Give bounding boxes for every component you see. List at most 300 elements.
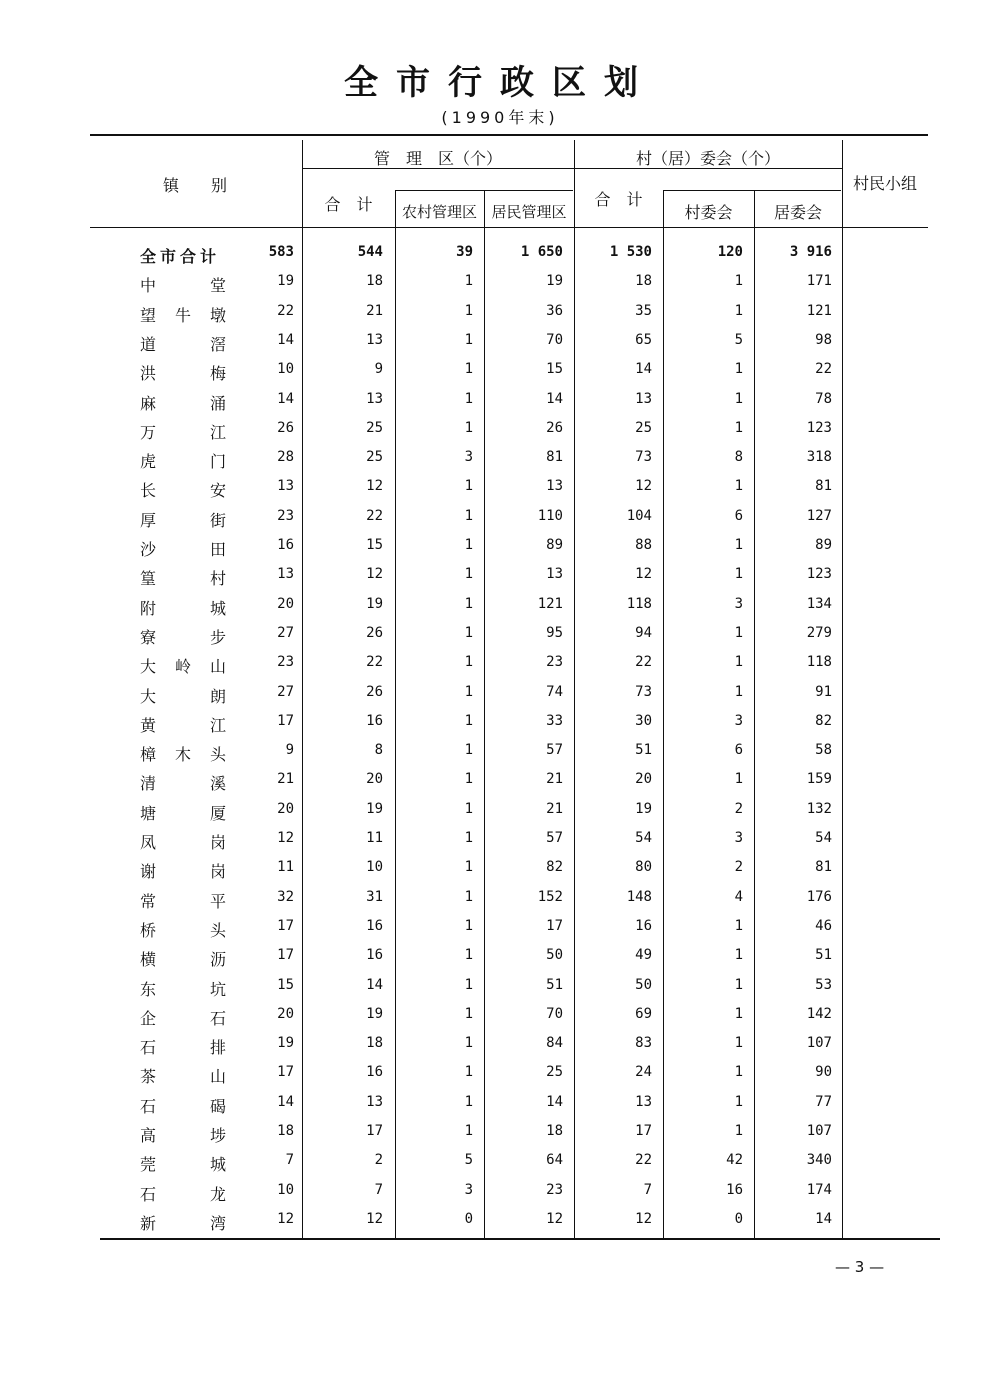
table-row bbox=[90, 771, 930, 800]
cell-resident: 1 bbox=[464, 273, 473, 290]
cell-resident: 5 bbox=[464, 1152, 473, 1169]
cell-mgmt-total: 14 bbox=[277, 331, 294, 348]
cell-rural: 7 bbox=[374, 1181, 383, 1198]
cell-village: 118 bbox=[626, 595, 652, 612]
cell-rural: 18 bbox=[366, 273, 383, 290]
cell-rural: 10 bbox=[366, 859, 383, 876]
table-row bbox=[90, 303, 930, 332]
cell-rural: 20 bbox=[366, 771, 383, 788]
cell-groups: 123 bbox=[806, 566, 832, 583]
cell-village: 30 bbox=[635, 712, 652, 729]
cell-mgmt-total: 27 bbox=[277, 624, 294, 641]
cell-mgmt-total: 19 bbox=[277, 1035, 294, 1052]
cell-groups: 171 bbox=[806, 273, 832, 290]
cell-mgmt-total: 12 bbox=[277, 830, 294, 846]
cell-mgmt-total: 583 bbox=[268, 244, 294, 260]
cell-comm-total: 1 650 bbox=[520, 244, 563, 260]
cell-village: 22 bbox=[635, 654, 652, 671]
cell-res-comm: 1 bbox=[734, 478, 743, 495]
cell-groups: 107 bbox=[806, 1123, 832, 1139]
table-row bbox=[90, 1035, 930, 1064]
town-name: 中 堂 bbox=[140, 276, 226, 296]
cell-groups: 107 bbox=[806, 1035, 832, 1052]
cell-res-comm: 0 bbox=[734, 1210, 743, 1227]
cell-rural: 18 bbox=[366, 1035, 383, 1052]
cell-comm-total: 57 bbox=[546, 742, 563, 759]
cell-mgmt-total: 17 bbox=[277, 917, 294, 934]
cell-groups: 134 bbox=[806, 595, 832, 612]
town-name: 大 岭 山 bbox=[140, 657, 226, 677]
cell-comm-total: 18 bbox=[546, 1123, 563, 1139]
cell-mgmt-total: 12 bbox=[277, 1210, 294, 1227]
cell-resident: 39 bbox=[456, 244, 473, 260]
cell-village: 104 bbox=[626, 507, 652, 524]
table-row bbox=[90, 332, 930, 361]
cell-village: 19 bbox=[635, 800, 652, 817]
cell-resident: 1 bbox=[464, 654, 473, 671]
cell-resident: 1 bbox=[464, 1035, 473, 1052]
cell-village: 24 bbox=[635, 1064, 652, 1081]
cell-mgmt-total: 16 bbox=[277, 537, 294, 553]
cell-rural: 31 bbox=[366, 888, 383, 905]
cell-rural: 2 bbox=[374, 1152, 383, 1169]
cell-rural: 19 bbox=[366, 1005, 383, 1022]
cell-res-comm: 1 bbox=[734, 302, 743, 319]
cell-mgmt-total: 10 bbox=[277, 361, 294, 378]
header-committee-group: 村（居）委会（个） bbox=[635, 149, 780, 168]
cell-resident: 1 bbox=[464, 624, 473, 641]
cell-resident: 1 bbox=[464, 390, 473, 407]
cell-groups: 81 bbox=[815, 478, 832, 495]
cell-groups: 3 916 bbox=[789, 244, 832, 260]
cell-rural: 9 bbox=[374, 361, 383, 378]
cell-resident: 1 bbox=[464, 976, 473, 993]
cell-comm-total: 21 bbox=[546, 771, 563, 788]
cell-resident: 1 bbox=[464, 537, 473, 553]
cell-village: 7 bbox=[643, 1181, 652, 1198]
cell-comm-total: 21 bbox=[546, 800, 563, 817]
cell-rural: 8 bbox=[374, 742, 383, 759]
cell-res-comm: 2 bbox=[734, 859, 743, 876]
cell-rural: 21 bbox=[366, 302, 383, 319]
town-name: 桥 头 bbox=[140, 920, 226, 940]
cell-resident: 1 bbox=[464, 1005, 473, 1022]
cell-mgmt-total: 14 bbox=[277, 390, 294, 407]
table-row bbox=[90, 801, 930, 830]
cell-groups: 176 bbox=[806, 888, 832, 905]
cell-rural: 12 bbox=[366, 1210, 383, 1227]
cell-village: 94 bbox=[635, 624, 652, 641]
cell-village: 69 bbox=[635, 1005, 652, 1022]
cell-groups: 98 bbox=[815, 331, 832, 348]
cell-comm-total: 15 bbox=[546, 361, 563, 378]
cell-rural: 12 bbox=[366, 566, 383, 583]
town-name: 黄 江 bbox=[140, 715, 226, 735]
cell-comm-total: 13 bbox=[546, 566, 563, 583]
page-subtitle: (1990年末) bbox=[441, 108, 559, 127]
cell-rural: 16 bbox=[366, 917, 383, 934]
cell-res-comm: 42 bbox=[726, 1152, 743, 1169]
cell-res-comm: 3 bbox=[734, 595, 743, 612]
table-row bbox=[90, 537, 930, 566]
cell-mgmt-total: 27 bbox=[277, 683, 294, 700]
cell-mgmt-total: 32 bbox=[277, 888, 294, 905]
cell-village: 13 bbox=[635, 390, 652, 407]
cell-comm-total: 33 bbox=[546, 712, 563, 729]
cell-village: 50 bbox=[635, 976, 652, 993]
cell-village: 65 bbox=[635, 331, 652, 348]
cell-rural: 25 bbox=[366, 419, 383, 436]
cell-resident: 1 bbox=[464, 771, 473, 788]
cell-res-comm: 1 bbox=[734, 1035, 743, 1052]
table-row bbox=[90, 566, 930, 595]
cell-village: 14 bbox=[635, 361, 652, 378]
cell-res-comm: 4 bbox=[734, 888, 743, 905]
table-row bbox=[90, 918, 930, 947]
cell-groups: 58 bbox=[815, 742, 832, 759]
cell-resident: 1 bbox=[464, 947, 473, 964]
header-sub-rule-right bbox=[663, 190, 841, 191]
table-row-total bbox=[90, 244, 930, 273]
cell-comm-total: 12 bbox=[546, 1210, 563, 1227]
table-row bbox=[90, 947, 930, 976]
town-name: 全市合计 bbox=[140, 247, 221, 266]
town-name: 寮 步 bbox=[140, 627, 226, 647]
cell-comm-total: 36 bbox=[546, 302, 563, 319]
cell-res-comm: 1 bbox=[734, 1064, 743, 1081]
cell-comm-total: 14 bbox=[546, 390, 563, 407]
cell-village: 49 bbox=[635, 947, 652, 964]
cell-resident: 1 bbox=[464, 712, 473, 729]
cell-resident: 1 bbox=[464, 419, 473, 436]
cell-comm-total: 74 bbox=[546, 683, 563, 700]
cell-rural: 13 bbox=[366, 1093, 383, 1110]
table-row bbox=[90, 1182, 930, 1211]
cell-mgmt-total: 10 bbox=[277, 1181, 294, 1198]
cell-res-comm: 3 bbox=[734, 830, 743, 846]
cell-res-comm: 1 bbox=[734, 947, 743, 964]
cell-res-comm: 6 bbox=[734, 507, 743, 524]
cell-res-comm: 1 bbox=[734, 537, 743, 553]
table-row bbox=[90, 361, 930, 390]
cell-mgmt-total: 20 bbox=[277, 595, 294, 612]
cell-mgmt-total: 21 bbox=[277, 771, 294, 788]
cell-groups: 121 bbox=[806, 302, 832, 319]
table-row bbox=[90, 1006, 930, 1035]
town-name: 沙 田 bbox=[140, 540, 226, 559]
page-number: — 3 — bbox=[835, 1258, 885, 1276]
table-row bbox=[90, 713, 930, 742]
table-row bbox=[90, 1094, 930, 1123]
cell-mgmt-total: 20 bbox=[277, 800, 294, 817]
table-row bbox=[90, 273, 930, 302]
cell-res-comm: 5 bbox=[734, 331, 743, 348]
cell-mgmt-total: 17 bbox=[277, 712, 294, 729]
cell-comm-total: 17 bbox=[546, 917, 563, 934]
table-row bbox=[90, 596, 930, 625]
town-name: 万 江 bbox=[140, 422, 226, 442]
cell-village: 1 530 bbox=[609, 244, 652, 260]
cell-mgmt-total: 23 bbox=[277, 654, 294, 671]
table-row bbox=[90, 478, 930, 507]
cell-groups: 174 bbox=[806, 1181, 832, 1198]
header-mgmt-total: 合 计 bbox=[324, 195, 373, 214]
cell-resident: 1 bbox=[464, 859, 473, 876]
table-row bbox=[90, 684, 930, 713]
cell-mgmt-total: 19 bbox=[277, 273, 294, 290]
cell-rural: 544 bbox=[357, 244, 383, 260]
town-name: 塘 厦 bbox=[140, 803, 226, 823]
cell-rural: 22 bbox=[366, 507, 383, 524]
table-row bbox=[90, 1064, 930, 1093]
cell-rural: 19 bbox=[366, 595, 383, 612]
town-name: 新 湾 bbox=[140, 1213, 226, 1233]
cell-rural: 16 bbox=[366, 947, 383, 964]
cell-groups: 22 bbox=[815, 361, 832, 378]
town-name: 樟 木 头 bbox=[140, 745, 226, 765]
cell-comm-total: 89 bbox=[546, 537, 563, 553]
town-name: 茶 山 bbox=[140, 1067, 226, 1087]
cell-resident: 1 bbox=[464, 888, 473, 905]
cell-village: 80 bbox=[635, 859, 652, 876]
town-name: 石 排 bbox=[140, 1038, 226, 1058]
cell-res-comm: 1 bbox=[734, 361, 743, 378]
header-committee-total: 合 计 bbox=[594, 190, 643, 209]
cell-res-comm: 16 bbox=[726, 1181, 743, 1198]
cell-rural: 16 bbox=[366, 1064, 383, 1081]
table-row bbox=[90, 830, 930, 859]
cell-village: 73 bbox=[635, 449, 652, 466]
cell-comm-total: 110 bbox=[537, 507, 563, 524]
cell-mgmt-total: 14 bbox=[277, 1093, 294, 1110]
town-name: 莞 城 bbox=[140, 1155, 226, 1175]
town-name: 横 沥 bbox=[140, 950, 226, 970]
cell-resident: 1 bbox=[464, 478, 473, 495]
town-name: 虎 门 bbox=[140, 452, 226, 472]
cell-resident: 1 bbox=[464, 830, 473, 846]
table-row bbox=[90, 508, 930, 537]
town-name: 望 牛 墩 bbox=[140, 305, 226, 325]
cell-groups: 279 bbox=[806, 624, 832, 641]
town-name: 麻 涌 bbox=[140, 393, 226, 413]
cell-comm-total: 51 bbox=[546, 976, 563, 993]
table-row bbox=[90, 1123, 930, 1152]
cell-mgmt-total: 17 bbox=[277, 1064, 294, 1081]
cell-village: 73 bbox=[635, 683, 652, 700]
cell-rural: 13 bbox=[366, 331, 383, 348]
cell-groups: 53 bbox=[815, 976, 832, 993]
cell-mgmt-total: 26 bbox=[277, 419, 294, 436]
cell-comm-total: 14 bbox=[546, 1093, 563, 1110]
header-town: 镇 别 bbox=[162, 176, 227, 195]
cell-village: 35 bbox=[635, 302, 652, 319]
cell-groups: 90 bbox=[815, 1064, 832, 1081]
cell-rural: 25 bbox=[366, 449, 383, 466]
cell-mgmt-total: 22 bbox=[277, 302, 294, 319]
header-mgmt-group: 管 理 区（个） bbox=[373, 149, 502, 168]
cell-village: 12 bbox=[635, 566, 652, 583]
cell-mgmt-total: 15 bbox=[277, 976, 294, 993]
cell-village: 12 bbox=[635, 478, 652, 495]
cell-resident: 1 bbox=[464, 331, 473, 348]
cell-rural: 26 bbox=[366, 624, 383, 641]
table-row bbox=[90, 1211, 930, 1240]
cell-resident: 1 bbox=[464, 566, 473, 583]
cell-res-comm: 1 bbox=[734, 976, 743, 993]
cell-rural: 15 bbox=[366, 537, 383, 553]
cell-comm-total: 23 bbox=[546, 1181, 563, 1198]
cell-groups: 51 bbox=[815, 947, 832, 964]
town-name: 大 朗 bbox=[140, 686, 226, 706]
cell-resident: 1 bbox=[464, 683, 473, 700]
cell-comm-total: 82 bbox=[546, 859, 563, 876]
town-name: 厚 街 bbox=[140, 510, 226, 530]
cell-resident: 1 bbox=[464, 800, 473, 817]
town-name: 凤 岗 bbox=[140, 833, 226, 852]
table-row bbox=[90, 889, 930, 918]
table-row bbox=[90, 391, 930, 420]
table-row bbox=[90, 742, 930, 771]
cell-rural: 13 bbox=[366, 390, 383, 407]
cell-groups: 78 bbox=[815, 390, 832, 407]
table-row bbox=[90, 654, 930, 683]
cell-rural: 14 bbox=[366, 976, 383, 993]
cell-resident: 1 bbox=[464, 1093, 473, 1110]
cell-rural: 26 bbox=[366, 683, 383, 700]
table-row bbox=[90, 977, 930, 1006]
cell-groups: 159 bbox=[806, 771, 832, 788]
cell-groups: 118 bbox=[806, 654, 832, 671]
cell-mgmt-total: 18 bbox=[277, 1123, 294, 1139]
cell-groups: 81 bbox=[815, 859, 832, 876]
cell-mgmt-total: 17 bbox=[277, 947, 294, 964]
cell-comm-total: 57 bbox=[546, 830, 563, 846]
town-name: 洪 梅 bbox=[140, 364, 226, 384]
cell-village: 12 bbox=[635, 1210, 652, 1227]
cell-res-comm: 1 bbox=[734, 917, 743, 934]
cell-rural: 19 bbox=[366, 800, 383, 817]
cell-mgmt-total: 23 bbox=[277, 507, 294, 524]
cell-village: 88 bbox=[635, 537, 652, 553]
cell-comm-total: 121 bbox=[537, 595, 563, 612]
cell-village: 54 bbox=[635, 830, 652, 846]
cell-resident: 1 bbox=[464, 917, 473, 934]
cell-resident: 1 bbox=[464, 742, 473, 759]
town-name: 篁 村 bbox=[140, 569, 226, 589]
cell-groups: 127 bbox=[806, 507, 832, 524]
header-village-committee: 村委会 bbox=[684, 203, 733, 222]
table-row bbox=[90, 625, 930, 654]
cell-res-comm: 6 bbox=[734, 742, 743, 759]
cell-village: 83 bbox=[635, 1035, 652, 1052]
cell-mgmt-total: 28 bbox=[277, 449, 294, 466]
cell-comm-total: 70 bbox=[546, 1005, 563, 1022]
cell-comm-total: 84 bbox=[546, 1035, 563, 1052]
cell-resident: 3 bbox=[464, 1181, 473, 1198]
cell-village: 18 bbox=[635, 273, 652, 290]
cell-rural: 16 bbox=[366, 712, 383, 729]
header-resident-committee: 居委会 bbox=[773, 203, 822, 222]
cell-res-comm: 1 bbox=[734, 1093, 743, 1110]
town-name: 企 石 bbox=[140, 1008, 226, 1028]
town-name: 石 龙 bbox=[140, 1184, 226, 1204]
town-name: 高 埗 bbox=[140, 1126, 226, 1145]
cell-village: 17 bbox=[635, 1123, 652, 1139]
town-name: 清 溪 bbox=[140, 774, 226, 794]
cell-mgmt-total: 11 bbox=[277, 859, 294, 876]
cell-res-comm: 1 bbox=[734, 771, 743, 788]
cell-village: 148 bbox=[626, 888, 652, 905]
cell-rural: 22 bbox=[366, 654, 383, 671]
cell-resident: 1 bbox=[464, 361, 473, 378]
cell-res-comm: 1 bbox=[734, 419, 743, 436]
cell-rural: 11 bbox=[366, 830, 383, 846]
cell-res-comm: 1 bbox=[734, 273, 743, 290]
cell-resident: 1 bbox=[464, 302, 473, 319]
cell-groups: 46 bbox=[815, 917, 832, 934]
cell-village: 16 bbox=[635, 917, 652, 934]
cell-comm-total: 64 bbox=[546, 1152, 563, 1169]
table-row bbox=[90, 449, 930, 478]
cell-res-comm: 8 bbox=[734, 449, 743, 466]
cell-village: 20 bbox=[635, 771, 652, 788]
town-name: 谢 岗 bbox=[140, 862, 226, 882]
header-rural-mgmt: 农村管理区 bbox=[401, 203, 477, 221]
cell-rural: 17 bbox=[366, 1123, 383, 1139]
cell-mgmt-total: 20 bbox=[277, 1005, 294, 1022]
cell-groups: 142 bbox=[806, 1005, 832, 1022]
cell-res-comm: 1 bbox=[734, 1123, 743, 1139]
cell-res-comm: 120 bbox=[717, 244, 743, 260]
cell-groups: 82 bbox=[815, 712, 832, 729]
cell-comm-total: 70 bbox=[546, 331, 563, 348]
cell-resident: 1 bbox=[464, 1064, 473, 1081]
cell-groups: 123 bbox=[806, 419, 832, 436]
cell-mgmt-total: 13 bbox=[277, 566, 294, 583]
cell-res-comm: 3 bbox=[734, 712, 743, 729]
cell-comm-total: 23 bbox=[546, 654, 563, 671]
town-name: 长 安 bbox=[140, 481, 226, 501]
cell-res-comm: 1 bbox=[734, 624, 743, 641]
table-row bbox=[90, 859, 930, 888]
cell-comm-total: 95 bbox=[546, 624, 563, 641]
cell-village: 22 bbox=[635, 1152, 652, 1169]
cell-resident: 1 bbox=[464, 507, 473, 524]
cell-rural: 12 bbox=[366, 478, 383, 495]
cell-res-comm: 1 bbox=[734, 1005, 743, 1022]
cell-mgmt-total: 13 bbox=[277, 478, 294, 495]
cell-res-comm: 1 bbox=[734, 654, 743, 671]
header-bottom-rule bbox=[90, 227, 928, 228]
header-villager-groups: 村民小组 bbox=[852, 174, 917, 193]
cell-groups: 318 bbox=[806, 449, 832, 466]
cell-groups: 132 bbox=[806, 800, 832, 817]
cell-mgmt-total: 7 bbox=[285, 1152, 294, 1169]
cell-groups: 77 bbox=[815, 1093, 832, 1110]
town-name: 常 平 bbox=[140, 891, 226, 911]
page-title: 全市行政区划 bbox=[344, 63, 656, 103]
cell-mgmt-total: 9 bbox=[285, 742, 294, 759]
cell-groups: 14 bbox=[815, 1210, 832, 1227]
town-name: 石 碣 bbox=[140, 1096, 226, 1116]
table-row bbox=[90, 1152, 930, 1181]
cell-groups: 89 bbox=[815, 537, 832, 553]
town-name: 道 滘 bbox=[140, 334, 226, 354]
cell-comm-total: 50 bbox=[546, 947, 563, 964]
cell-resident: 1 bbox=[464, 595, 473, 612]
cell-res-comm: 1 bbox=[734, 566, 743, 583]
cell-comm-total: 25 bbox=[546, 1064, 563, 1081]
